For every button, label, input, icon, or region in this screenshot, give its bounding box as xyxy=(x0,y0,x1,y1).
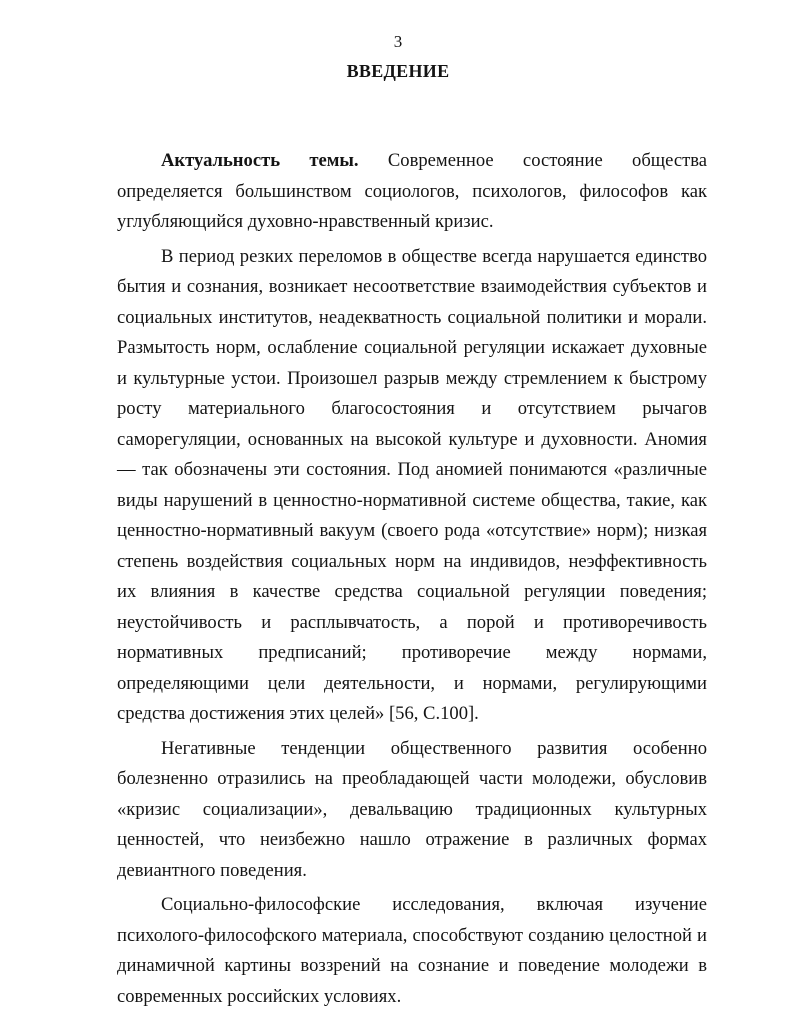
body-text xyxy=(117,146,707,1012)
paragraph-text: Современное состояние общества определяется большинством социологов, психологов, философов как углубляющийся духовно-нравственный кризис. xyxy=(117,150,708,232)
page-number: 3 xyxy=(393,32,403,51)
paragraph-anomie: В период резких переломов в обществе всегда нарушается единство бытия и сознания, возникает несоответствие взаимодействия субъектов и социальных институтов, неадекватность социальной политики и морали. Размытость норм, ослабление социальной регуляции искажает духовные и культурные устои. Произошел разрыв между стремлением к быстрому росту материального благосостояния и отсутствием рычагов саморегуляции, основанных на высокой культуре и духовности. Аномия — так обозначены эти состояния. Под аномией понимаются «различные виды нарушений в ценностно-нормативной системе общества, такие, как ценностно-нормативный вакуум (своего рода «отсутствие» норм); низкая степень воздействия социальных норм на индивидов, неэффективность их влияния в качестве средства социальной регуляции поведения; неустойчивость и расплывчатость, а порой и противоречивость нормативных предписаний; противоречие между нормами, определяющими цели деятельности, и нормами, регулирующими средства достижения этих целей» [56, С.100]. xyxy=(117,245,707,724)
page-title: ВВЕДЕНИЕ xyxy=(346,61,450,81)
paragraph-youth: Негативные тенденции общественного развития особенно болезненно отразились на преобладающей части молодежи, обусловив «кризис социализации», девальвацию традиционных культурных ценностей, что неизбежно нашло отражение в различных формах девиантного поведения. xyxy=(117,737,707,881)
paragraph-lead: Актуальность темы. xyxy=(161,150,359,171)
paragraph-research: Социально-философские исследования, включая изучение психолого-философского материала, способствуют созданию целостной и динамичной картины воззрений на сознание и поведение молодежи в современных российских условиях. xyxy=(117,894,707,1007)
paragraph-relevance xyxy=(117,146,707,238)
